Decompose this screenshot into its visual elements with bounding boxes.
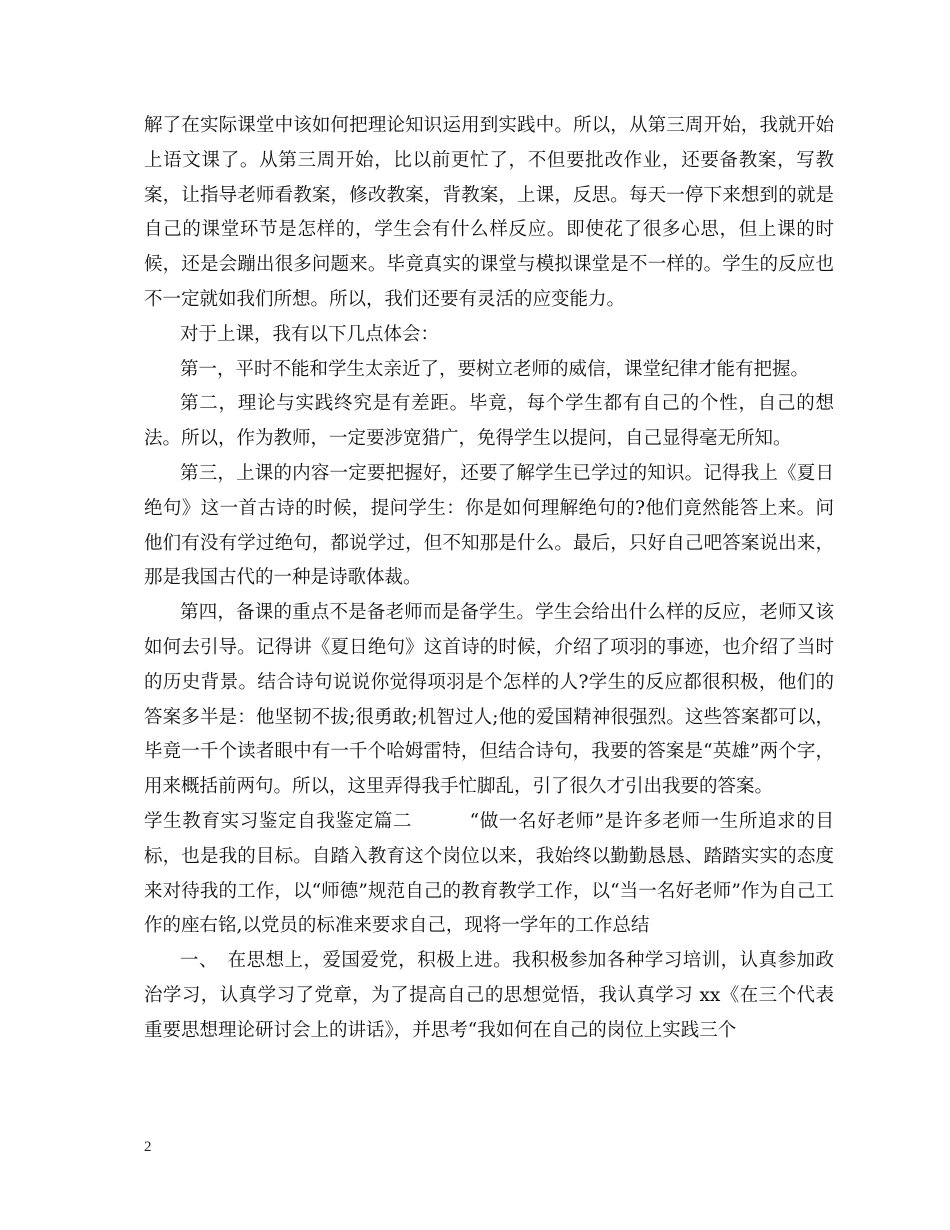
paragraph-7-section-heading: 学生教育实习鉴定自我鉴定篇二 “做一名好老师”是许多老师一生所追求的目标，也是我的目标。自踏入教育这个岗位以来，我始终以勤勤恳恳、踏踏实实的态度来对待我的工作，以“师德”规范自己的教育教学工作，以“当一名好老师”作为自己工作的座右铭,以党员的标准来要求自己，现将一学年的工作总结 (144, 810, 834, 937)
page-number: 2 (144, 1139, 152, 1155)
paragraph-2: 对于上课，我有以下几点体会： (180, 323, 440, 345)
paragraph-1: 解了在实际课堂中该如何把理论知识运用到实践中。所以，从第三周开始，我就开始上语文课了。从第三周开始，比以前更忙了，不但要批改作业，还要备教案，写教案，让指导老师看教案，修改教案，背教案，上课，反思。每天一停下来想到的就是自己的课堂环节是怎样的，学生会有什么样反应。即使花了很多心思，但上课的时候，还是会蹦出很多问题来。毕竟真实的课堂与模拟课堂是不一样的。学生的反应也不一定就如我们所想。所以，我们还要有灵活的应变能力。 (144, 115, 834, 310)
paragraph-4: 第二，理论与实践终究是有差距。毕竟，每个学生都有自己的个性，自己的想法。所以，作为教师，一定要涉宽猎广，免得学生以提问，自己显得毫无所知。 (144, 393, 834, 450)
paragraph-6: 第四，备课的重点不是备老师而是备学生。学生会给出什么样的反应，老师又该如何去引导。记得讲《夏日绝句》这首诗的时候，介绍了项羽的事迹，也介绍了当时的历史背景。结合诗句说说你觉得项羽是个怎样的人?学生的反应都很积极，他们的答案多半是：他坚韧不拔;很勇敢;机智过人;他的爱国精神很强烈。这些答案都可以，毕竟一千个读者眼中有一千个哈姆雷特，但结合诗句，我要的答案是“英雄”两个字，用来概括前两句。所以，这里弄得我手忙脚乱，引了很久才引出我要的答案。 (144, 602, 834, 798)
paragraph-8: 一、 在思想上，爱国爱党，积极上进。我积极参加各种学习培训，认真参加政治学习，认真学习了党章，为了提高自己的思想觉悟，我认真学习 xx《在三个代表重要思想理论研讨会上的讲话》，并思考“我如何在自己的岗位上实践三个 (144, 950, 834, 1041)
paragraph-3: 第一，平时不能和学生太亲近了，要树立老师的威信，课堂纪律才能有把握。 (180, 358, 810, 380)
paragraph-5: 第三，上课的内容一定要把握好，还要了解学生已学过的知识。记得我上《夏日绝句》这一首古诗的时候，提问学生：你是如何理解绝句的?他们竟然能答上来。问他们有没有学过绝句，都说学过，但不知那是什么。最后，只好自己吧答案说出来，那是我国古代的一种是诗歌体裁。 (144, 462, 834, 589)
body-text (144, 109, 834, 1049)
